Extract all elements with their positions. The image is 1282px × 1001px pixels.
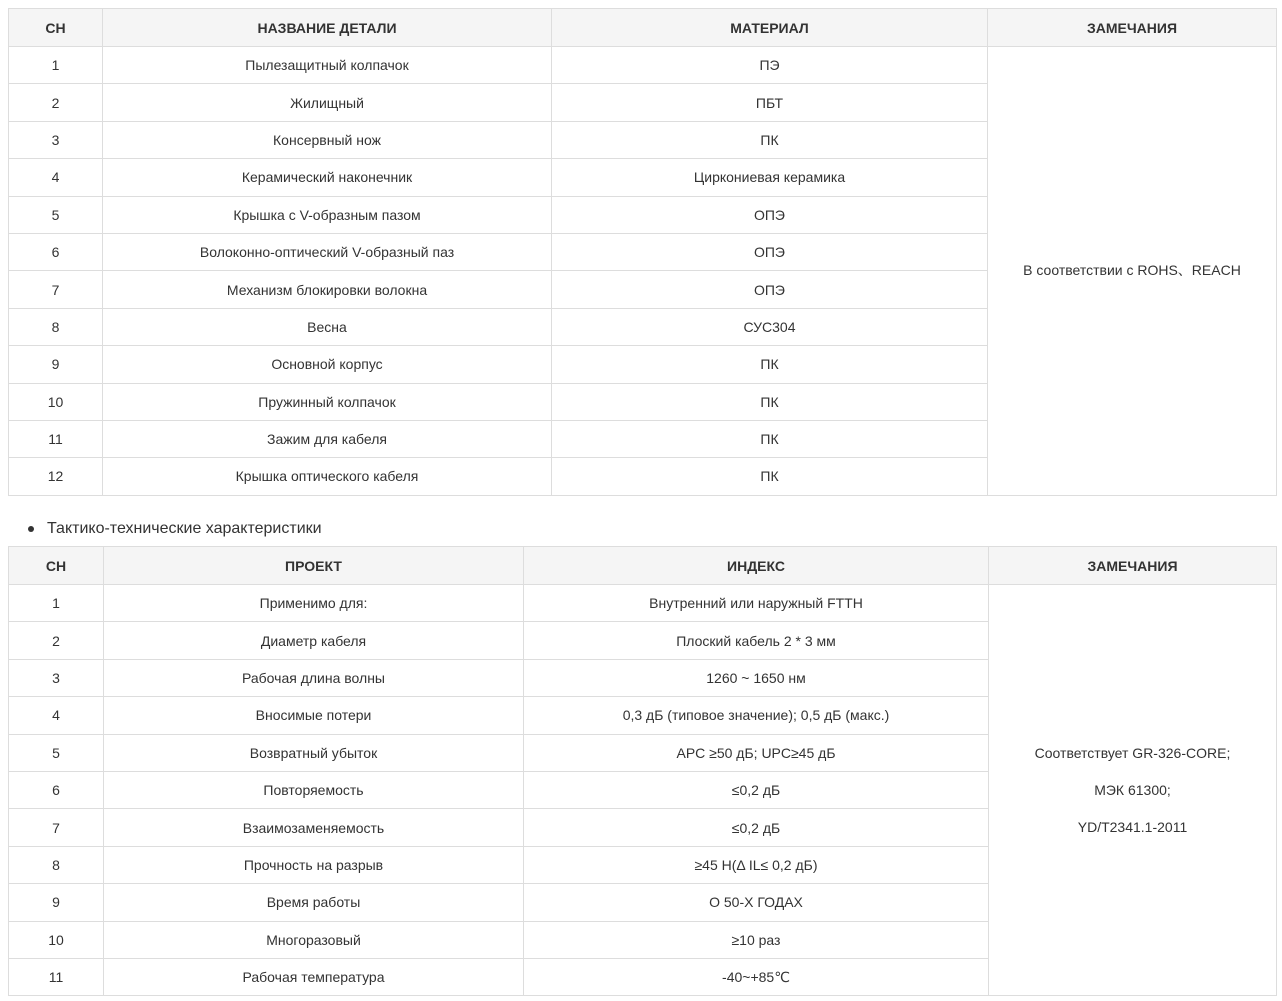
- part-name: Керамический наконечник: [103, 159, 552, 196]
- spec-sn: 5: [9, 734, 104, 771]
- spec-project: Прочность на разрыв: [104, 846, 524, 883]
- part-name: Пылезащитный колпачок: [103, 47, 552, 84]
- specs-table: [8, 546, 1277, 996]
- spec-index: ≤0,2 дБ: [524, 809, 989, 846]
- part-name: Консервный нож: [103, 121, 552, 158]
- part-name: Крышка с V-образным пазом: [103, 196, 552, 233]
- specs-header-project: ПРОЕКТ: [104, 547, 524, 585]
- part-name: Пружинный колпачок: [103, 383, 552, 420]
- part-material: ПК: [552, 346, 988, 383]
- specs-header-row: [9, 547, 1277, 585]
- spec-index: APC ≥50 дБ; UPC≥45 дБ: [524, 734, 989, 771]
- part-sn: 3: [9, 121, 103, 158]
- spec-index: ≥10 раз: [524, 921, 989, 958]
- bullet-icon: [28, 526, 34, 532]
- spec-project: Рабочая длина волны: [104, 659, 524, 696]
- part-sn: 1: [9, 47, 103, 84]
- spec-project: Повторяемость: [104, 771, 524, 808]
- spec-project: Вносимые потери: [104, 697, 524, 734]
- part-sn: 4: [9, 159, 103, 196]
- part-name: Механизм блокировки волокна: [103, 271, 552, 308]
- parts-remarks-cell: В соответствии с ROHS、REACH: [988, 47, 1277, 496]
- spec-sn: 9: [9, 884, 104, 921]
- section-heading-text: Тактико-технические характеристики: [47, 520, 322, 537]
- parts-table: [8, 8, 1277, 496]
- part-sn: 10: [9, 383, 103, 420]
- part-material: Циркониевая керамика: [552, 159, 988, 196]
- spec-index: ≤0,2 дБ: [524, 771, 989, 808]
- part-sn: 2: [9, 84, 103, 121]
- part-material: ОПЭ: [552, 196, 988, 233]
- parts-header-material: МАТЕРИАЛ: [552, 9, 988, 47]
- spec-project: Многоразовый: [104, 921, 524, 958]
- specs-remarks-cell: [989, 585, 1277, 996]
- spec-index: О 50-Х ГОДАХ: [524, 884, 989, 921]
- part-sn: 11: [9, 420, 103, 457]
- spec-sn: 2: [9, 622, 104, 659]
- specs-remark-line: YD/T2341.1-2011: [1077, 818, 1188, 835]
- spec-index: ≥45 Н(Δ IL≤ 0,2 дБ): [524, 846, 989, 883]
- section-heading-specs: [28, 520, 322, 538]
- spec-project: Взаимозаменяемость: [104, 809, 524, 846]
- spec-sn: 11: [9, 958, 104, 995]
- spec-sn: 6: [9, 771, 104, 808]
- spec-sn: 4: [9, 697, 104, 734]
- spec-sn: 10: [9, 921, 104, 958]
- spec-project: Применимо для:: [104, 585, 524, 622]
- spec-sn: 3: [9, 659, 104, 696]
- specs-remark-line: Соответствует GR-326-CORE;: [1034, 744, 1231, 761]
- part-name: Жилищный: [103, 84, 552, 121]
- part-material: ПК: [552, 383, 988, 420]
- specs-header-index: ИНДЕКС: [524, 547, 989, 585]
- spec-sn: 7: [9, 809, 104, 846]
- part-name: Крышка оптического кабеля: [103, 458, 552, 495]
- specs-header-remarks: ЗАМЕЧАНИЯ: [989, 547, 1277, 585]
- part-sn: 7: [9, 271, 103, 308]
- part-material: ПК: [552, 420, 988, 457]
- spec-project: Диаметр кабеля: [104, 622, 524, 659]
- spec-index: Плоский кабель 2 * 3 мм: [524, 622, 989, 659]
- spec-index: Внутренний или наружный FTTH: [524, 585, 989, 622]
- spec-index: 1260 ~ 1650 нм: [524, 659, 989, 696]
- part-material: СУС304: [552, 308, 988, 345]
- parts-header-remarks: ЗАМЕЧАНИЯ: [988, 9, 1277, 47]
- part-material: ОПЭ: [552, 233, 988, 270]
- part-name: Основной корпус: [103, 346, 552, 383]
- spec-index: -40~+85℃: [524, 958, 989, 995]
- part-sn: 9: [9, 346, 103, 383]
- spec-project: Рабочая температура: [104, 958, 524, 995]
- specs-header-sn: СН: [9, 547, 104, 585]
- table-row: [9, 585, 1277, 622]
- spec-sn: 1: [9, 585, 104, 622]
- spec-sn: 8: [9, 846, 104, 883]
- part-material: ПК: [552, 458, 988, 495]
- part-name: Зажим для кабеля: [103, 420, 552, 457]
- specs-remark-line: МЭК 61300;: [1094, 781, 1171, 798]
- part-material: ПЭ: [552, 47, 988, 84]
- part-name: Весна: [103, 308, 552, 345]
- part-material: ОПЭ: [552, 271, 988, 308]
- part-sn: 12: [9, 458, 103, 495]
- spec-index: 0,3 дБ (типовое значение); 0,5 дБ (макс.): [524, 697, 989, 734]
- part-material: ПБТ: [552, 84, 988, 121]
- part-material: ПК: [552, 121, 988, 158]
- part-name: Волоконно-оптический V-образный паз: [103, 233, 552, 270]
- parts-header-sn: СН: [9, 9, 103, 47]
- parts-header-row: [9, 9, 1277, 47]
- spec-project: Возвратный убыток: [104, 734, 524, 771]
- part-sn: 6: [9, 233, 103, 270]
- spec-project: Время работы: [104, 884, 524, 921]
- parts-header-name: НАЗВАНИЕ ДЕТАЛИ: [103, 9, 552, 47]
- part-sn: 8: [9, 308, 103, 345]
- part-sn: 5: [9, 196, 103, 233]
- table-row: [9, 47, 1277, 84]
